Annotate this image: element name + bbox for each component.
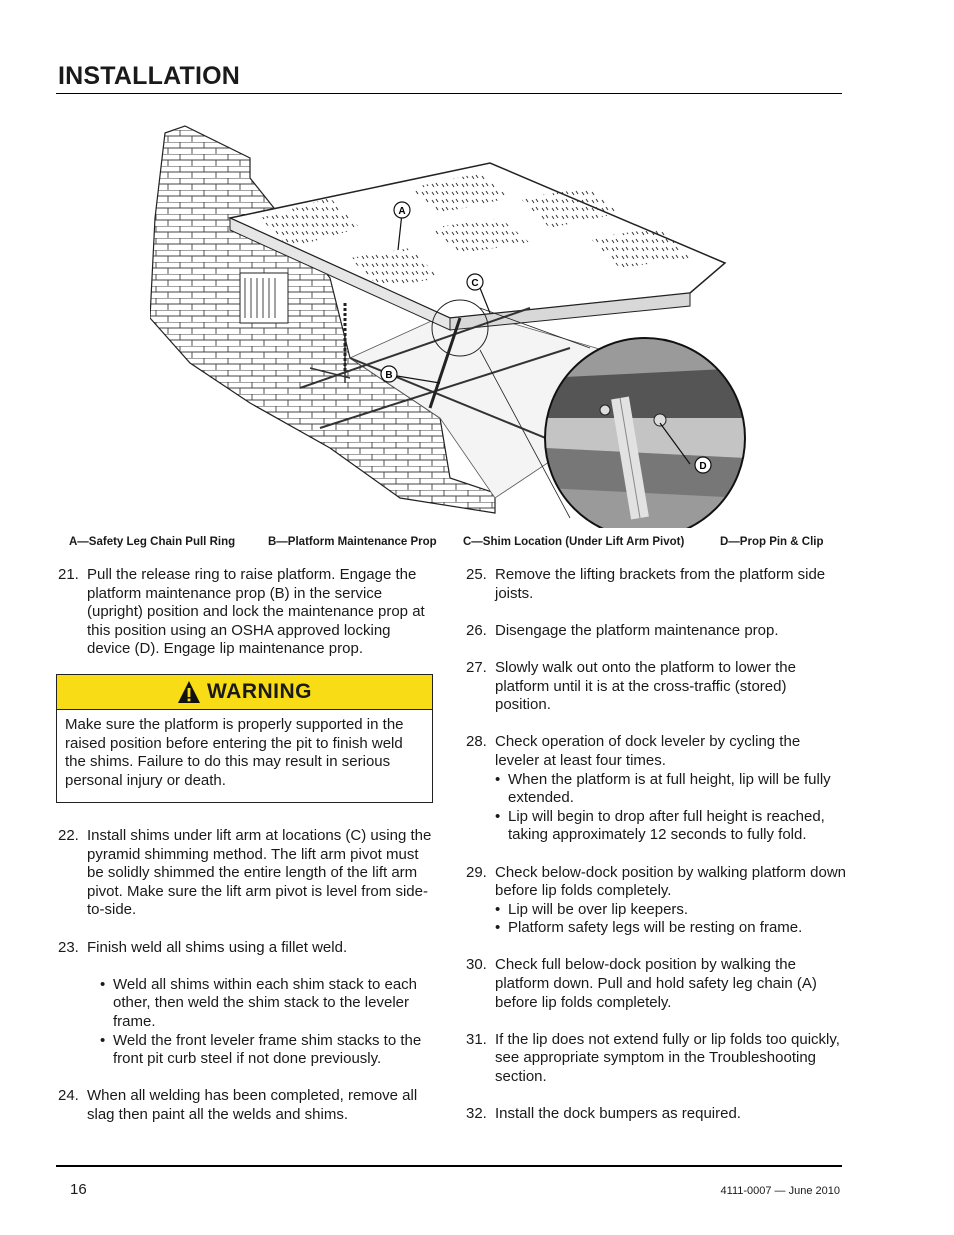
list-item: • Platform safety legs will be resting on frame. <box>495 919 846 938</box>
dock-leveler-illustration <box>150 118 750 528</box>
step-28-bullets <box>466 771 846 845</box>
step-24: 24. When all welding has been completed, remove all slag then paint all the welds and shims. <box>58 1087 418 1123</box>
caption-b: B—Platform Maintenance Prop <box>268 536 437 548</box>
svg-text:B: B <box>385 370 393 381</box>
left-column <box>58 566 436 678</box>
step-27: 27. Slowly walk out onto the platform to lower the platform until it is at the cross-traffic (stored) position. <box>466 658 796 714</box>
callout-a <box>394 202 410 218</box>
step-28: 28. Check operation of dock leveler by cycling the leveler at least four times. <box>466 733 801 769</box>
step-31: 31. If the lip does not extend fully or lip folds too quickly, see appropriate symptom in the Troubleshooting section. <box>466 1030 840 1086</box>
step-29: 29. Check below-dock position by walking platform down before lip folds completely. <box>466 863 847 900</box>
step-30: 30. Check full below-dock position by walking the platform down. Pull and hold safety leg chain (A) before lip folds completely. <box>466 956 817 1011</box>
warning-title: WARNING <box>207 680 312 703</box>
warning-text: Make sure the platform is properly supported in the raised position before entering the pit to finish weld the shims. Failure to do this may result in serious personal injury or death. <box>65 716 404 789</box>
caption-d: D—Prop Pin & Clip <box>720 536 824 548</box>
svg-text:A: A <box>398 206 406 217</box>
callout-b <box>381 366 397 382</box>
footer-rule <box>56 1165 842 1167</box>
callout-d <box>695 457 711 473</box>
warning-box <box>56 674 433 803</box>
step-29-bullets <box>466 901 846 938</box>
svg-text:C: C <box>471 278 479 289</box>
step-32: 32. Install the dock bumpers as required. <box>466 1105 741 1123</box>
caption-a: A—Safety Leg Chain Pull Ring <box>69 536 236 548</box>
step-23: 23. Finish weld all shims using a fillet weld. <box>58 938 348 956</box>
warning-header <box>57 675 432 710</box>
list-item: • Weld the front leveler frame shim stacks to the front pit curb steel if not done previously. <box>100 1032 436 1069</box>
list-item: • Weld all shims within each shim stack to each other, then weld the shim stack to the leveler frame. <box>100 976 436 1032</box>
header-rule <box>56 93 842 94</box>
document-id: 4111-0007 — June 2010 <box>720 1185 840 1197</box>
right-column <box>466 566 846 1142</box>
left-column-lower <box>58 827 436 1143</box>
callout-c <box>467 274 483 290</box>
page-title: INSTALLATION <box>58 62 241 90</box>
page-number: 16 <box>70 1181 87 1198</box>
list-item: • When the platform is at full height, lip will be fully extended. <box>495 771 846 808</box>
warning-triangle-icon <box>177 680 201 704</box>
step-23-bullets <box>58 976 436 1069</box>
step-22: 22. Install shims under lift arm at locations (C) using the pyramid shimming method. The lift arm pivot must be solidly shimmed the entire length of the lift arm pivot. Make sure the lift arm pivot is level from side-to-side. <box>58 827 432 919</box>
svg-text:D: D <box>699 461 707 472</box>
list-item: • Lip will begin to drop after full height is reached, taking approximately 12 seconds to fully fold. <box>495 808 846 845</box>
step-25: 25. Remove the lifting brackets from the platform side joists. <box>466 566 826 602</box>
step-26: 26. Disengage the platform maintenance prop. <box>466 621 779 639</box>
caption-c: C—Shim Location (Under Lift Arm Pivot) <box>463 536 685 548</box>
step-21: 21. Pull the release ring to raise platform. Engage the platform maintenance prop (B) in the service (upright) position and lock the maintenance prop at this position using an OSHA approved locking device (D). Engage lip maintenance prop. <box>58 566 425 658</box>
list-item: • Lip will be over lip keepers. <box>495 901 846 920</box>
